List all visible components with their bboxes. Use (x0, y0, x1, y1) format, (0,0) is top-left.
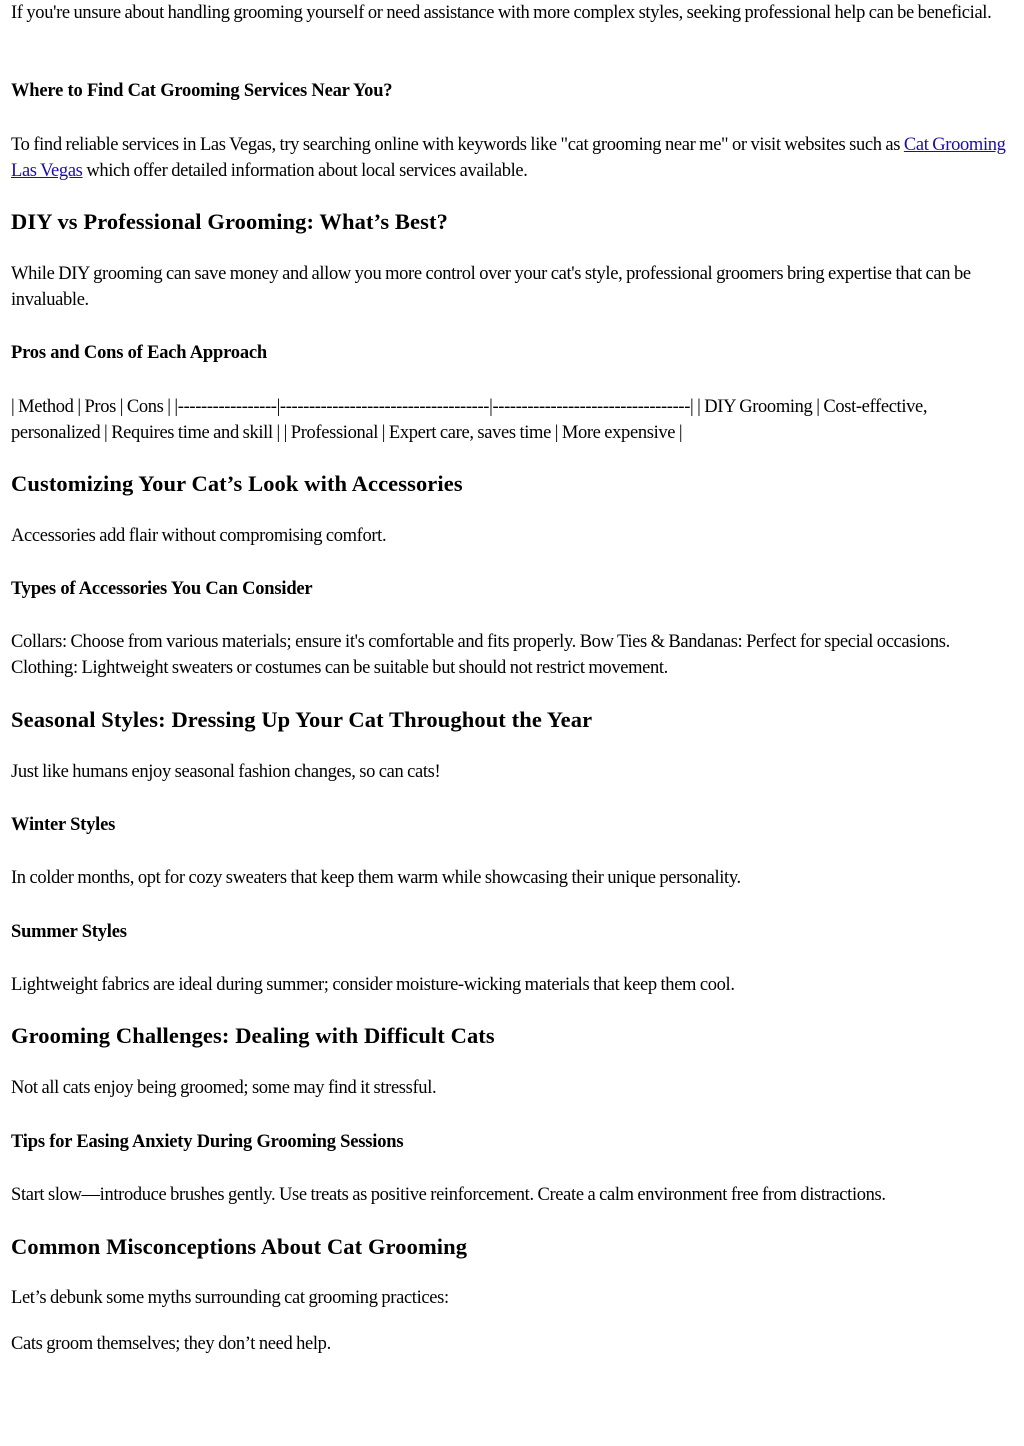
winter-styles-heading: Winter Styles (11, 815, 116, 835)
winter-styles-paragraph: In colder months, opt for cozy sweaters that keep them warm while showcasing their unique personality. (11, 868, 741, 888)
seasonal-styles-paragraph: Just like humans enjoy seasonal fashion changes, so can cats! (11, 762, 441, 782)
accessories-heading: Customizing Your Cat’s Look with Accessories (11, 471, 463, 496)
pros-cons-heading: Pros and Cons of Each Approach (11, 343, 267, 363)
summer-styles-heading: Summer Styles (11, 922, 127, 942)
seasonal-styles-heading: Seasonal Styles: Dressing Up Your Cat Throughout the Year (11, 707, 593, 732)
accessory-types-paragraph: Collars: Choose from various materials; ensure it's comfortable and fits properly. Bow Ties & Bandanas: Perfect for special occasions. Clothing: Lightweight sweaters or costumes can be suitable but should not restrict movement. (11, 632, 950, 678)
accessory-types-heading: Types of Accessories You Can Consider (11, 579, 313, 599)
pros-cons-table-text: | Method | Pros | Cons | |-----------------|------------------------------------|----------------------------------| | DIY Grooming | Cost-effective, personalized | Requires time and skill | | Professional | Expert care, saves time | More expensive | (11, 397, 928, 443)
misconceptions-paragraph: Let’s debunk some myths surrounding cat grooming practices: (11, 1288, 449, 1308)
summer-styles-paragraph: Lightweight fabrics are ideal during summer; consider moisture-wicking materials that keep them cool. (11, 975, 735, 995)
grooming-challenges-paragraph: Not all cats enjoy being groomed; some may find it stressful. (11, 1078, 437, 1098)
anxiety-tips-paragraph: Start slow—introduce brushes gently. Use treats as positive reinforcement. Create a calm environment free from distractions. (11, 1185, 886, 1205)
find-services-paragraph (11, 132, 1017, 184)
cat-grooming-las-vegas-link[interactable]: Cat Grooming Las Vegas (11, 135, 1006, 181)
diy-vs-pro-heading: DIY vs Professional Grooming: What’s Best? (11, 209, 448, 234)
accessories-paragraph: Accessories add flair without compromising comfort. (11, 526, 387, 546)
anxiety-tips-heading: Tips for Easing Anxiety During Grooming Sessions (11, 1132, 404, 1152)
misconception-item: Cats groom themselves; they don’t need help. (11, 1334, 331, 1354)
misconceptions-heading: Common Misconceptions About Cat Grooming (11, 1234, 468, 1259)
diy-vs-pro-paragraph: While DIY grooming can save money and allow you more control over your cat's style, professional groomers bring expertise that can be invaluable. (11, 264, 971, 310)
intro-paragraph: If you're unsure about handling grooming yourself or need assistance with more complex styles, seeking professional help can be beneficial. (11, 3, 992, 23)
find-services-text-after: which offer detailed information about local services available. (82, 161, 528, 181)
find-services-text-before: To find reliable services in Las Vegas, try searching online with keywords like "cat grooming near me" or visit websites such as (11, 135, 904, 155)
find-services-heading: Where to Find Cat Grooming Services Near You? (11, 81, 393, 101)
grooming-challenges-heading: Grooming Challenges: Dealing with Difficult Cats (11, 1023, 495, 1048)
